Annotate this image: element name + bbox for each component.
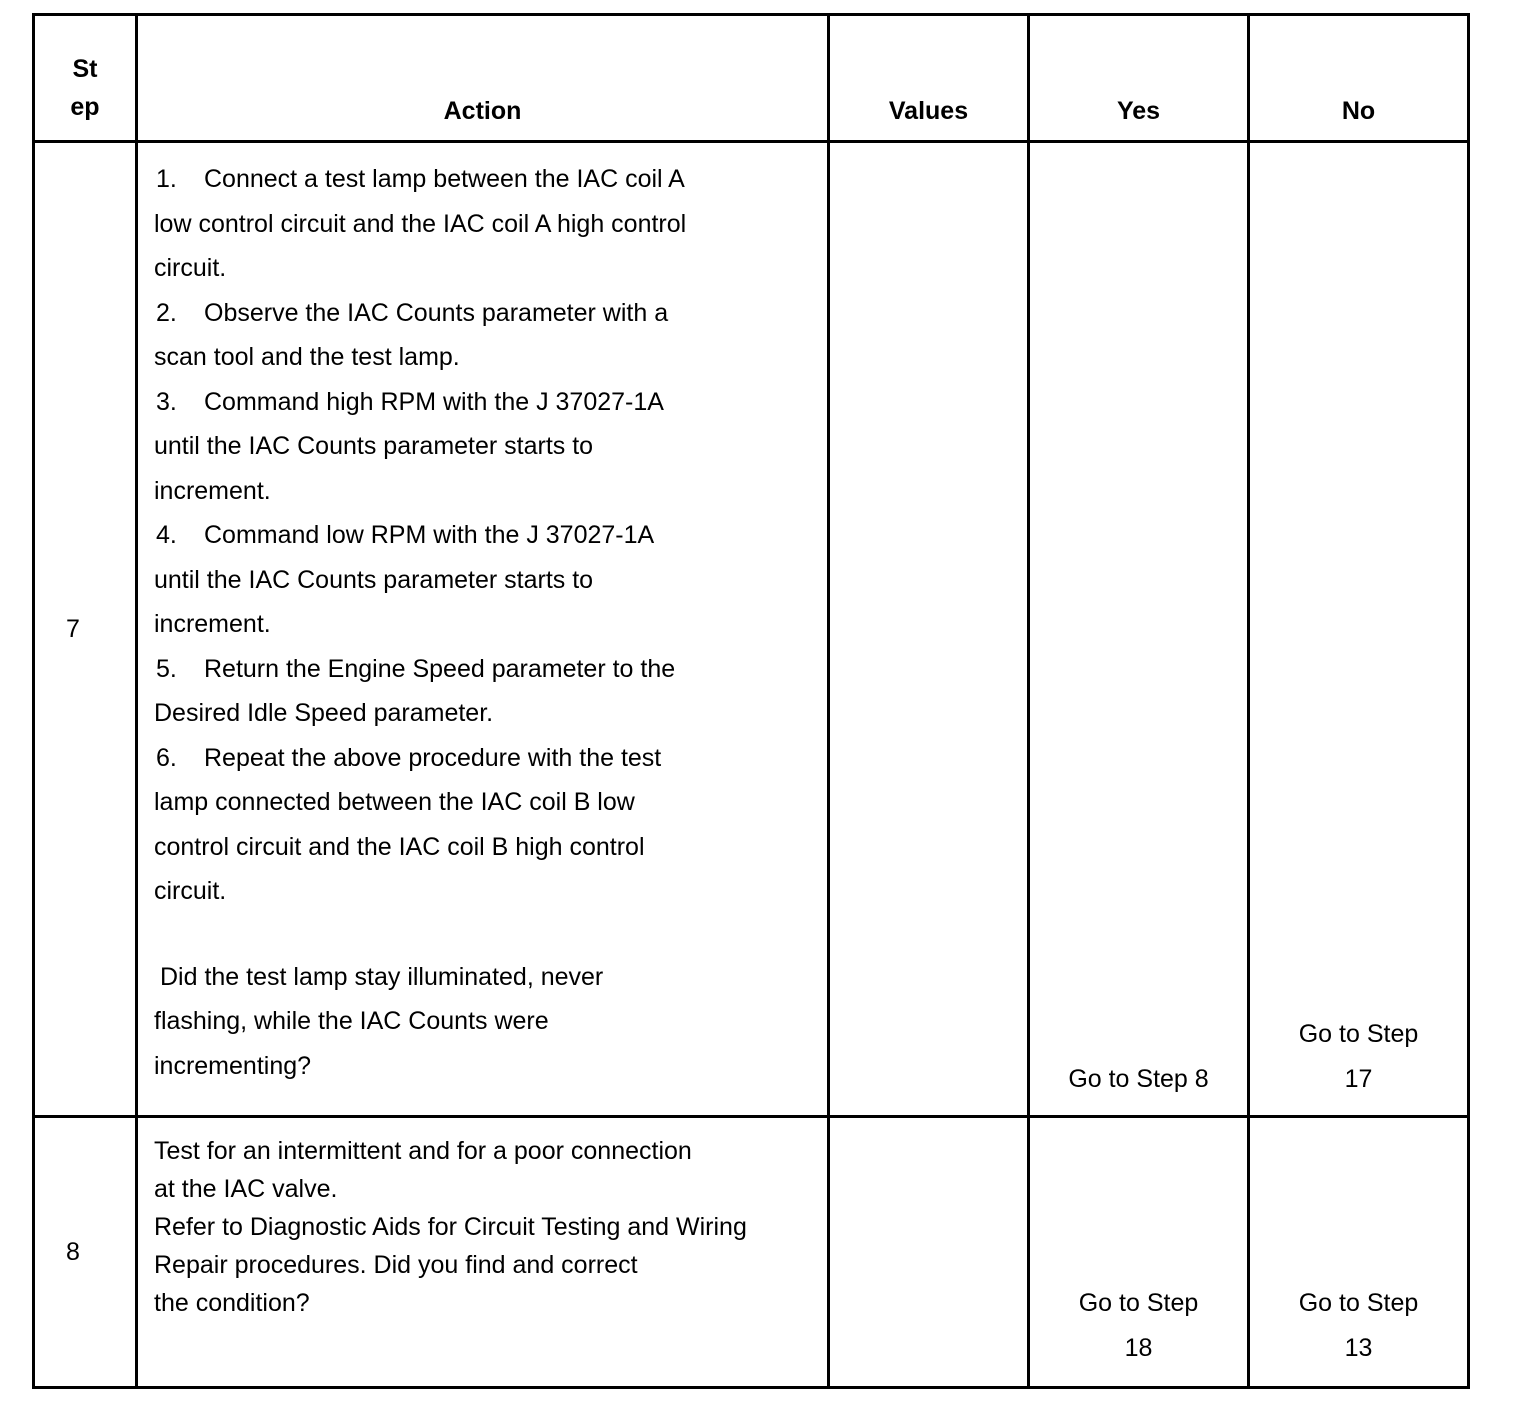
values-cell bbox=[829, 142, 1029, 1117]
action-item-2: 2. Observe the IAC Counts parameter with a scan tool and the test lamp. bbox=[154, 298, 669, 371]
action-cell bbox=[137, 142, 829, 1117]
action-item-5: 5. Return the Engine Speed parameter to the Desired Idle Speed parameter. bbox=[154, 654, 676, 727]
header-values: Values bbox=[829, 15, 1029, 142]
values-cell bbox=[829, 1117, 1029, 1388]
yes-cell: Go to Step 8 bbox=[1029, 142, 1249, 1117]
action-item-6: 6. Repeat the above procedure with the test lamp connected between the IAC coil B low control circuit and the IAC coil B high control circuit. bbox=[154, 743, 662, 905]
no-cell: Go to Step 17 bbox=[1249, 142, 1469, 1117]
table-row-step-7 bbox=[34, 142, 1469, 1117]
header-no: No bbox=[1249, 15, 1469, 142]
header-yes: Yes bbox=[1029, 15, 1249, 142]
action-item-1: 1. Connect a test lamp between the IAC coil A low control circuit and the IAC coil A high control circuit. bbox=[154, 165, 687, 282]
header-action: Action bbox=[137, 15, 829, 142]
action-question: Did the test lamp stay illuminated, never flashing, while the IAC Counts were incrementing? bbox=[154, 962, 604, 1080]
action-cell: Test for an intermittent and for a poor connection at the IAC valve. Refer to Diagnostic Aids for Circuit Testing and Wiring Repair procedures. Did you find and correct the condition? bbox=[137, 1117, 829, 1388]
step-number: 8 bbox=[34, 1117, 137, 1388]
header-row bbox=[34, 15, 1469, 142]
table-row-step-8 bbox=[34, 1117, 1469, 1388]
step-number: 7 bbox=[34, 142, 137, 1117]
no-cell: Go to Step 13 bbox=[1249, 1117, 1469, 1388]
diagnostic-table bbox=[32, 13, 1470, 1389]
action-item-3: 3. Command high RPM with the J 37027-1A until the IAC Counts parameter starts to increment. bbox=[154, 387, 664, 505]
action-item-4: 4. Command low RPM with the J 37027-1A until the IAC Counts parameter starts to increment. bbox=[154, 521, 655, 638]
header-step: St ep bbox=[34, 15, 137, 142]
yes-cell: Go to Step 18 bbox=[1029, 1117, 1249, 1388]
